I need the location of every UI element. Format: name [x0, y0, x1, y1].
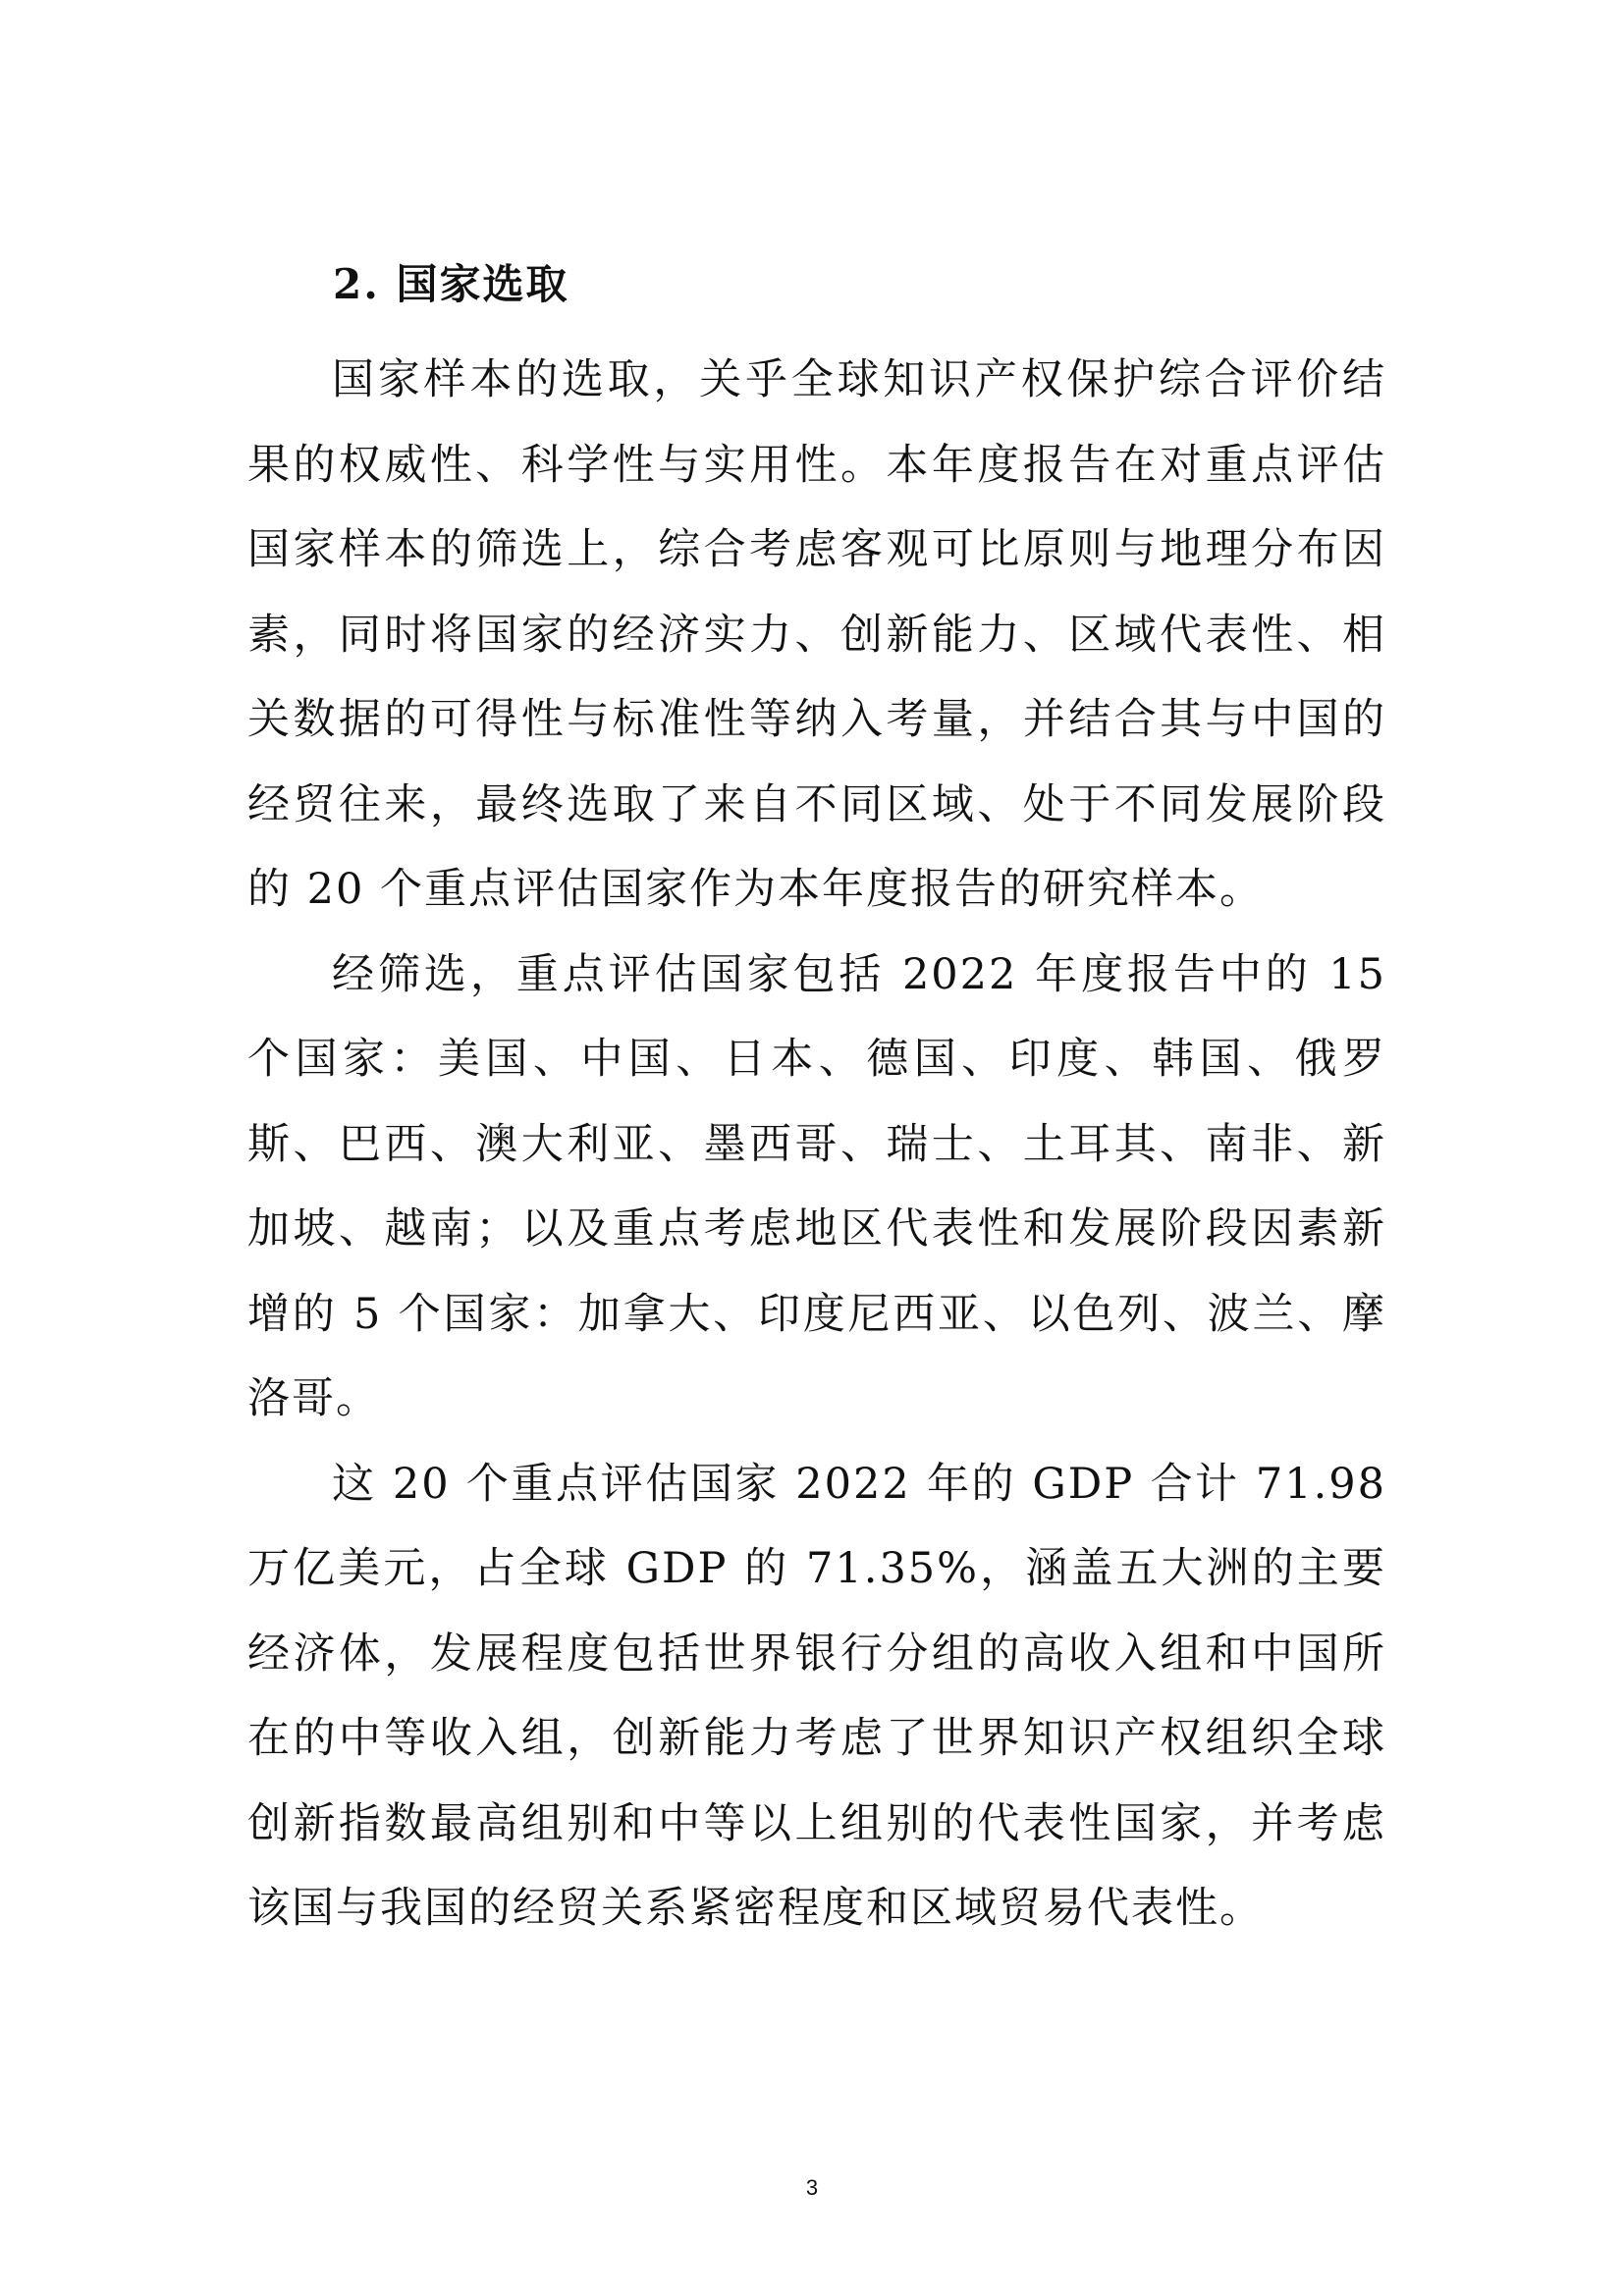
page-number: 3	[805, 2175, 819, 2200]
body-text	[247, 338, 1386, 1951]
paragraph-sample-selection: 国家样本的选取，关乎全球知识产权保护综合评价结果的权威性、科学性与实用性。本年度报告在对重点评估国家样本的筛选上，综合考虑客观可比原则与地理分布因素，同时将国家的经济实力、创新能力、区域代表性、相关数据的可得性与标准性等纳入考量，并结合其与中国的经贸往来，最终选取了来自不同区域、处于不同发展阶段的 20 个重点评估国家作为本年度报告的研究样本。	[247, 355, 1386, 914]
section-heading: 2. 国家选取	[333, 260, 569, 308]
paragraph-country-list: 经筛选，重点评估国家包括 2022 年度报告中的 15 个国家：美国、中国、日本、德国、印度、韩国、俄罗斯、巴西、澳大利亚、墨西哥、瑞士、土耳其、南非、新加坡、越南；以及重点考虑地区代表性和发展阶段因素新增的 5 个国家：加拿大、印度尼西亚、以色列、波兰、摩洛哥。	[247, 949, 1386, 1423]
paragraph-gdp-summary: 这 20 个重点评估国家 2022 年的 GDP 合计 71.98 万亿美元，占全球 GDP 的 71.35%，涵盖五大洲的主要经济体，发展程度包括世界银行分组的高收入组和中国所在的中等收入组，创新能力考虑了世界知识产权组织全球创新指数最高组别和中等以上组别的代表性国家，并考虑该国与我国的经贸关系紧密程度和区域贸易代表性。	[247, 1459, 1386, 1933]
